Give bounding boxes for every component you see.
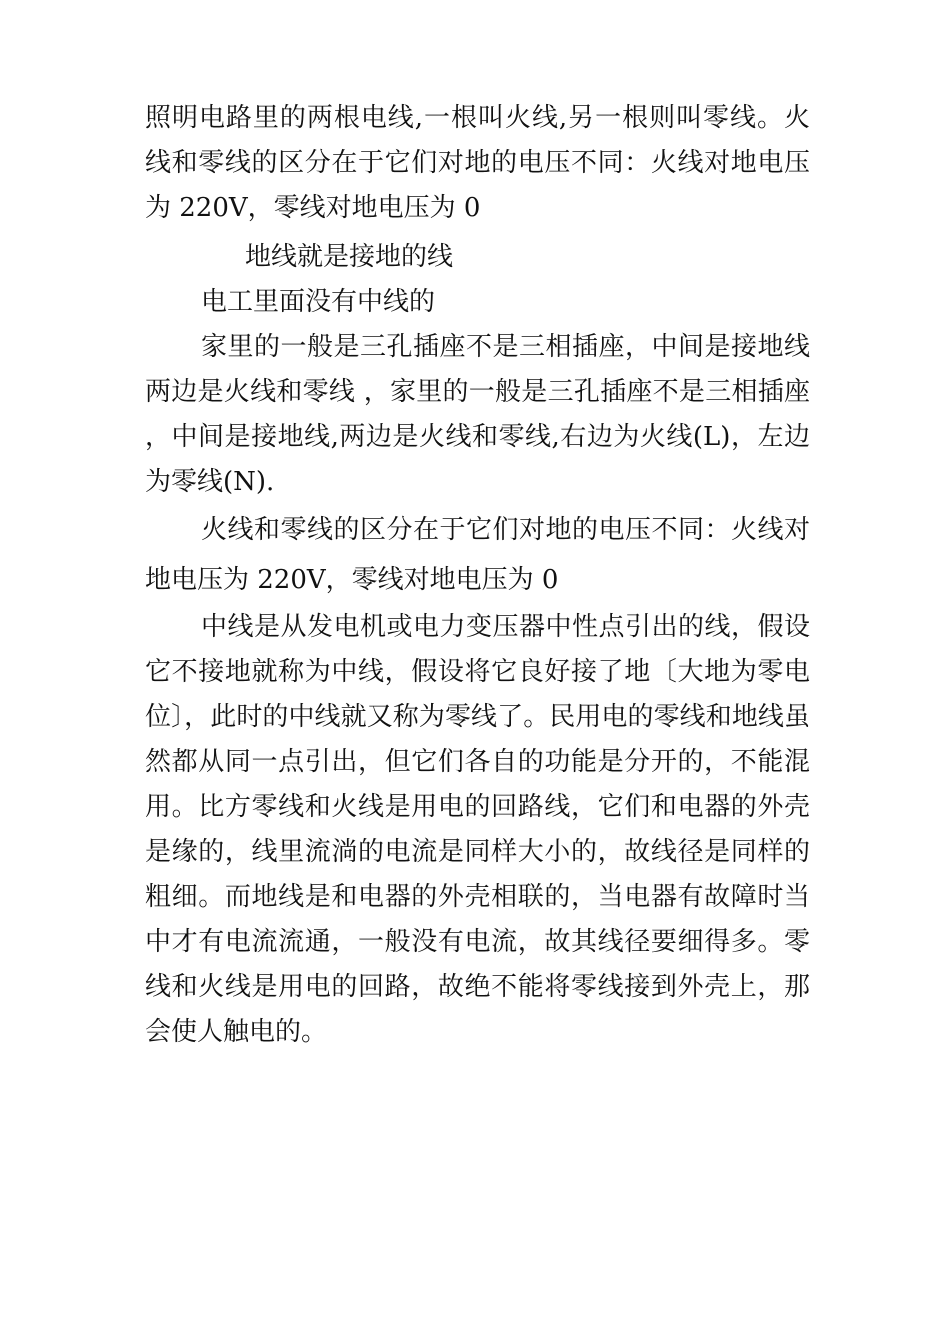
paragraph-ground-wire: 地线就是接地的线 — [245, 242, 454, 272]
paragraph-no-neutral: 电工里面没有中线的 — [201, 287, 436, 317]
paragraph-neutral-explanation: 中线是从发电机或电力变压器中性点引出的线，假设它不接地就称为中线，假设将它良好接了地〔大地为零电位〕，此时的中线就又称为零线了。民用电的零线和地线虽然都从同一点引出，但它们各自的功能是分开的，不能混用。比方零线和火线是用电的回路线，它们和电器的外壳是缘的，线里流淌的电流是同样大小的，故线径是同样的粗细。而地线是和电器的外壳相联的，当电器有故障时当中才有电流流通，一般没有电流，故其线径要细得多。零线和火线是用电的回路，故绝不能将零线接到外壳上，那会使人触电的。 — [145, 612, 810, 1047]
paragraph-voltage-difference: 火线和零线的区分在于它们对地的电压不同：火线对地电压为 220V，零线对地电压为 0 — [145, 515, 810, 595]
paragraph-three-hole-socket: 家里的一般是三孔插座不是三相插座，中间是接地线两边是火线和零线 ，家里的一般是三孔插座不是三相插座，中间是接地线,两边是火线和零线,右边为火线(L)，左边为零线(N). — [145, 332, 810, 497]
document-body — [145, 96, 810, 1055]
paragraph-live-neutral-intro: 照明电路里的两根电线,一根叫火线,另一根则叫零线。火线和零线的区分在于它们对地的电压不同：火线对地电压为 220V，零线对地电压为 0 — [145, 103, 810, 223]
